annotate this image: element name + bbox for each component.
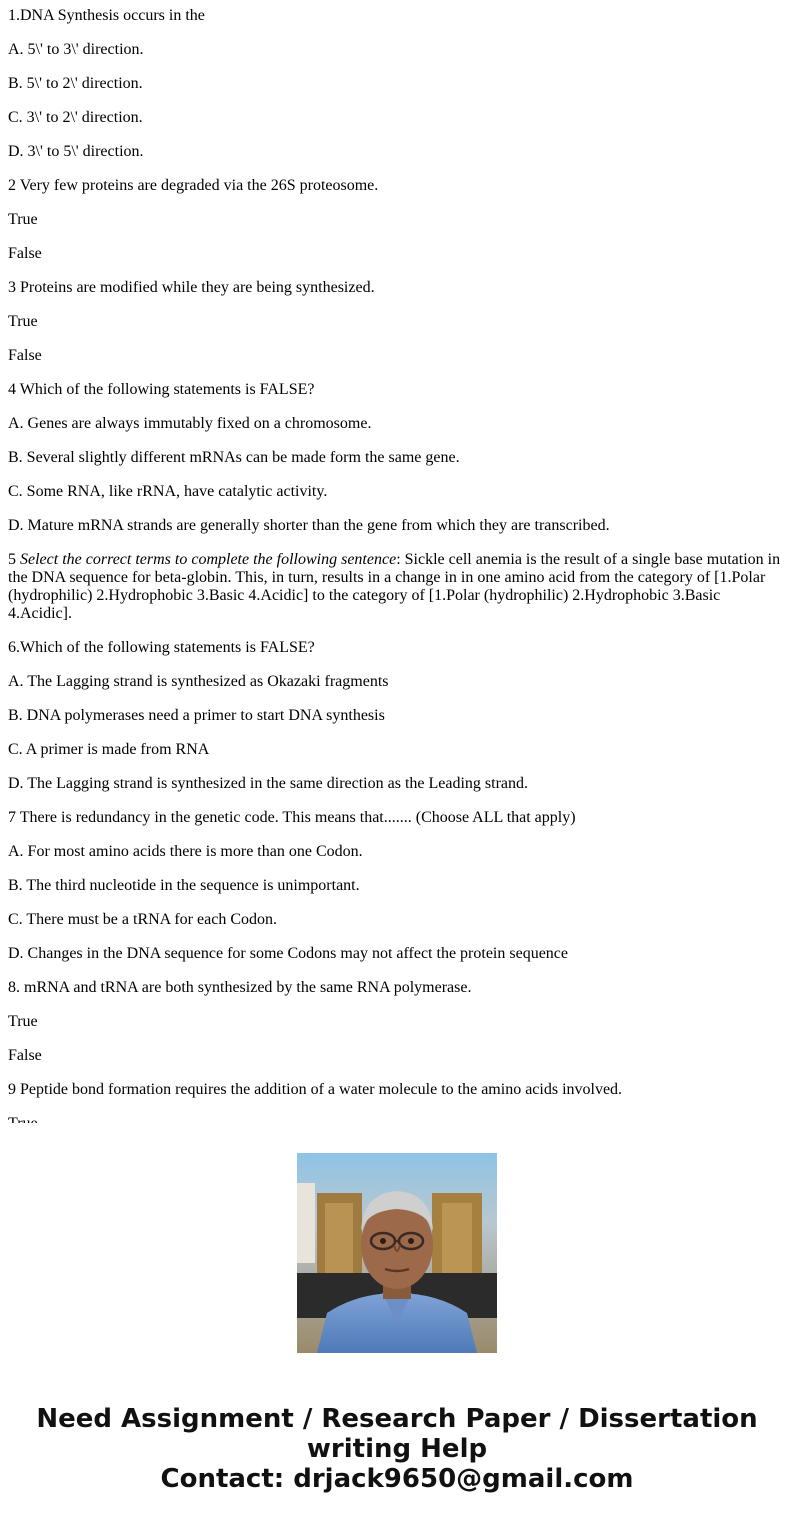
text-line: C. Some RNA, like rRNA, have catalytic activity. bbox=[8, 483, 328, 500]
text-line: True bbox=[8, 313, 38, 330]
avatar bbox=[297, 1153, 497, 1353]
question-5-number: 5 bbox=[8, 551, 20, 568]
text-line: B. The third nucleotide in the sequence is unimportant. bbox=[8, 877, 360, 894]
contact-email[interactable]: Contact: drjack9650@gmail.com bbox=[160, 1464, 634, 1494]
text-line: 7 There is redundancy in the genetic code. This means that....... (Choose ALL that apply) bbox=[8, 809, 576, 826]
text-line: 8. mRNA and tRNA are both synthesized by the same RNA polymerase. bbox=[8, 979, 472, 996]
text-line: 9 Peptide bond formation requires the addition of a water molecule to the amino acids involved. bbox=[8, 1081, 623, 1098]
avatar-portrait-image bbox=[297, 1153, 497, 1353]
question-5-instruction: Select the correct terms to complete the following sentence bbox=[20, 551, 397, 568]
text-line: True bbox=[8, 211, 38, 228]
text-line: False bbox=[8, 245, 42, 262]
text-line: 6.Which of the following statements is FALSE? bbox=[8, 639, 315, 656]
text-line: D. The Lagging strand is synthesized in the same direction as the Leading strand. bbox=[8, 775, 529, 792]
cta-subline: writing Help bbox=[306, 1434, 488, 1464]
text-line: B. 5\' to 2\' direction. bbox=[8, 75, 143, 92]
text-line: True bbox=[8, 1013, 38, 1030]
text-line: C. There must be a tRNA for each Codon. bbox=[8, 911, 277, 928]
text-line: D. Changes in the DNA sequence for some Codons may not affect the protein sequence bbox=[8, 945, 568, 962]
text-line: False bbox=[8, 1047, 42, 1064]
promo-footer bbox=[0, 1123, 794, 1523]
text-line: 2 Very few proteins are degraded via the 26S proteosome. bbox=[8, 177, 379, 194]
text-line: D. 3\' to 5\' direction. bbox=[8, 143, 144, 160]
text-line: C. A primer is made from RNA bbox=[8, 741, 210, 758]
text-line: D. Mature mRNA strands are generally shorter than the gene from which they are transcribed. bbox=[8, 517, 610, 534]
cta-headline: Need Assignment / Research Paper / Dissertation bbox=[36, 1404, 758, 1434]
text-line: False bbox=[8, 347, 42, 364]
text-line: 4 Which of the following statements is FALSE? bbox=[8, 381, 315, 398]
text-line: 1.DNA Synthesis occurs in the bbox=[8, 7, 205, 24]
question-5-text: : Sickle cell anemia is the result of a single base mutation in the DNA sequence for beta-globin. This, in turn, results in a change in in one amino acid from the category of [1.Polar (hydrophilic) 2.Hydrophobic 3.Basic 4.Acidic] to the category of [1.Polar (hydrophilic) 2.Hydrophobic 3.Basic 4.Acidic]. bbox=[8, 551, 781, 622]
text-line: B. DNA polymerases need a primer to start DNA synthesis bbox=[8, 707, 385, 724]
text-line: B. Several slightly different mRNAs can be made form the same gene. bbox=[8, 449, 460, 466]
question-5 bbox=[8, 544, 786, 632]
text-line: 3 Proteins are modified while they are being synthesized. bbox=[8, 279, 375, 296]
text-line: A. 5\' to 3\' direction. bbox=[8, 41, 144, 58]
text-line: A. The Lagging strand is synthesized as Okazaki fragments bbox=[8, 673, 389, 690]
text-line: A. For most amino acids there is more than one Codon. bbox=[8, 843, 363, 860]
document-body bbox=[8, 0, 786, 1123]
text-line: A. Genes are always immutably fixed on a chromosome. bbox=[8, 415, 372, 432]
contact-banner bbox=[0, 1404, 794, 1494]
text-line: C. 3\' to 2\' direction. bbox=[8, 109, 143, 126]
